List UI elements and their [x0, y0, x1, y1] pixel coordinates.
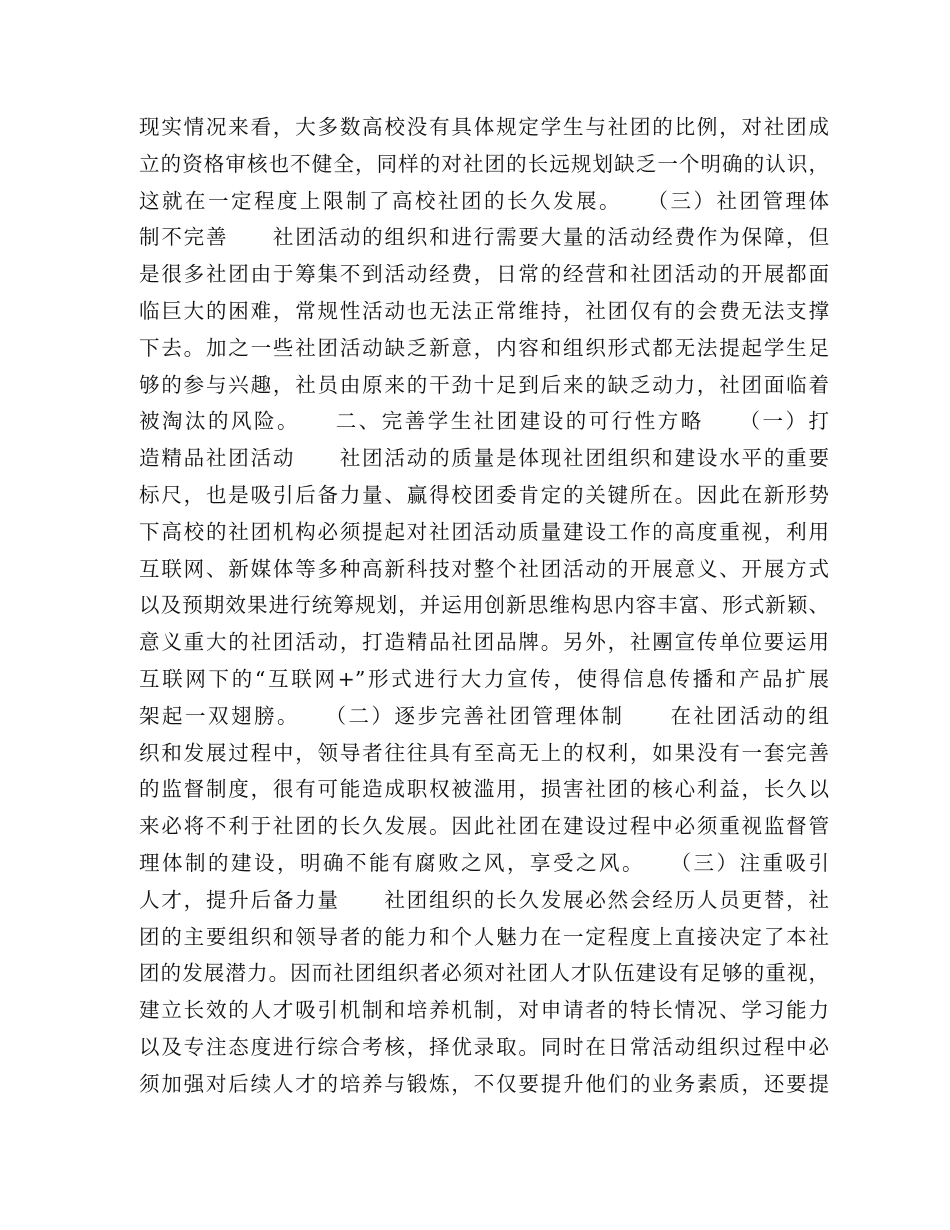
text-line: 织和发展过程中，领导者往往具有至高无上的权利，如果没有一套完善: [139, 740, 829, 765]
text-line: 下去。加之一些社团活动缺乏新意，内容和组织形式都无法提起学生足: [139, 335, 829, 360]
text-line: 的监督制度，很有可能造成职权被滥用，损害社团的核心利益，长久以: [139, 777, 829, 802]
text-line: 这就在一定程度上限制了高校社团的长久发展。 （三）社团管理体: [139, 188, 829, 213]
text-line: 以及预期效果进行统筹规划，并运用创新思维构思内容丰富、形式新颖、: [139, 593, 829, 618]
text-line: 架起一双翅膀。 （二）逐步完善社团管理体制 在社团活动的组: [139, 703, 829, 728]
text-line: 够的参与兴趣，社员由原来的干劲十足到后来的缺乏动力，社团面临着: [139, 372, 829, 397]
text-line: 团的发展潜力。因而社团组织者必须对社团人才队伍建设有足够的重视，: [139, 961, 829, 986]
text-line: 标尺，也是吸引后备力量、赢得校团委肯定的关键所在。因此在新形势: [139, 482, 829, 507]
body-text: [139, 109, 829, 1103]
text-line: 须加强对后续人才的培养与锻炼，不仅要提升他们的业务素质，还要提: [139, 1071, 829, 1096]
text-line: 建立长效的人才吸引机制和培养机制，对申请者的特长情况、学习能力: [139, 998, 829, 1023]
text-line: 团的主要组织和领导者的能力和个人魅力在一定程度上直接决定了本社: [139, 924, 829, 949]
text-line: 造精品社团活动 社团活动的质量是体现社团组织和建设水平的重要: [139, 446, 829, 471]
text-line: 来必将不利于社团的长久发展。因此社团在建设过程中必须重视监督管: [139, 814, 829, 839]
text-line: 互联网下的“互联网+”形式进行大力宣传，使得信息传播和产品扩展: [139, 666, 829, 691]
text-line: 现实情况来看，大多数高校没有具体规定学生与社团的比例，对社团成: [139, 115, 829, 139]
text-line: 意义重大的社团活动，打造精品社团品牌。另外，社團宣传单位要运用: [139, 630, 829, 655]
text-line: 人才，提升后备力量 社团组织的长久发展必然会经历人员更替，社: [139, 887, 829, 912]
text-line: 理体制的建设，明确不能有腐败之风，享受之风。 （三）注重吸引: [139, 850, 829, 875]
text-line: 以及专注态度进行综合考核，择优录取。同时在日常活动组织过程中必: [139, 1034, 829, 1059]
text-line: 临巨大的困难，常规性活动也无法正常维持，社团仅有的会费无法支撑: [139, 298, 829, 323]
text-line: 制不完善 社团活动的组织和进行需要大量的活动经费作为保障，但: [139, 225, 829, 250]
text-line: 下高校的社团机构必须提起对社团活动质量建设工作的高度重视，利用: [139, 519, 829, 544]
text-line: 是很多社团由于筹集不到活动经费，日常的经营和社团活动的开展都面: [139, 262, 829, 287]
text-line: 立的资格审核也不健全，同样的对社团的长远规划缺乏一个明确的认识，: [139, 151, 829, 176]
text-line: 被淘汰的风险。 二、完善学生社团建设的可行性方略 （一）打: [139, 409, 829, 434]
text-line: 互联网、新媒体等多种高新科技对整个社团活动的开展意义、开展方式: [139, 556, 829, 581]
